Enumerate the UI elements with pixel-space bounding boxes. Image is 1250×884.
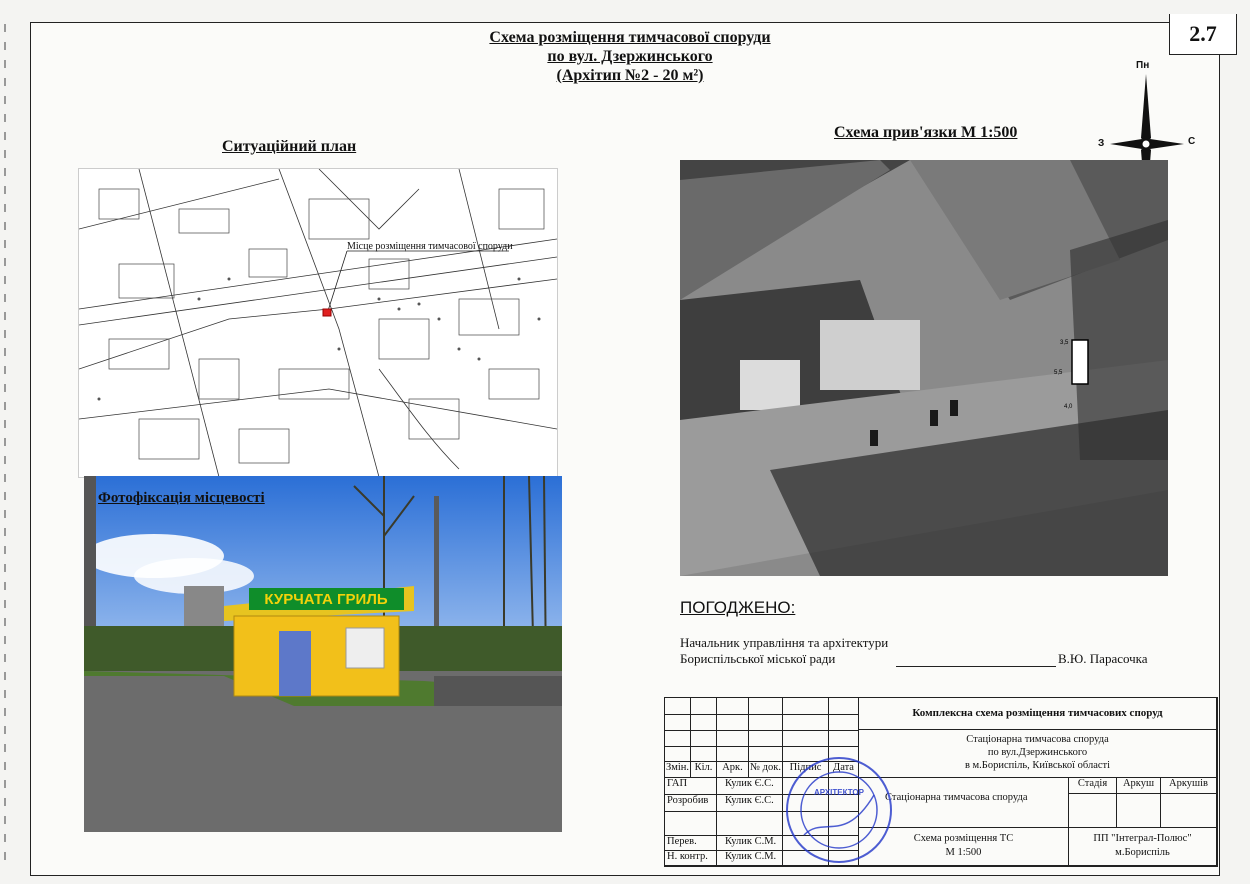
compass-east-label: С [1188,136,1196,147]
site-callout: Місце розміщення тимчасової споруди [347,241,513,252]
title-line-3: (Архітип №2 - 20 м²) [556,67,704,84]
signature-blank [896,654,1056,667]
binding-hole [4,618,6,626]
binding-hole [4,564,6,572]
binding-hole [4,690,6,698]
binding-hole [4,582,6,590]
binding-hole [4,276,6,284]
grid-line [665,730,859,731]
col-header: Арк. [717,762,749,778]
binding-hole [4,852,6,860]
stage-header: Стадія [1069,778,1117,794]
binding-hole [4,834,6,842]
binding-hole [4,456,6,464]
kiosk-sign: КУРЧАТА ГРИЛЬ [264,591,388,608]
binding-hole [4,330,6,338]
binding-hole [4,402,6,410]
approver-position [680,635,888,667]
organization [1069,828,1217,866]
binding-hole [4,672,6,680]
binding-hole [4,816,6,824]
approver-position-line2: Бориспільської міської ради [680,651,836,666]
sheets-header: Аркушів [1161,778,1217,794]
role-cell: ГАП [665,778,717,795]
object-line-1: Стаціонарна тимчасова споруда [966,734,1109,745]
binding-hole [4,78,6,86]
compass-north-label: Пн [1136,60,1150,71]
binding-hole [4,474,6,482]
col-header: № док. [749,762,783,778]
sheet-header: Аркуш [1117,778,1161,794]
col-header: Підпис [783,762,829,778]
binding-holes [0,0,14,884]
binding-hole [4,24,6,32]
dim-a: 3,5 [1060,340,1069,346]
name-cell: Кулик С.М. [717,851,783,866]
binding-hole [4,528,6,536]
binding-hole [4,258,6,266]
binding-hole [4,294,6,302]
aerial-photo [680,160,1168,576]
binding-hole [4,798,6,806]
signature-line [896,651,1148,667]
binding-hole [4,726,6,734]
compass-west-label: З [1098,138,1105,149]
name-cell: Кулик Є.С. [717,795,783,812]
col-header: Дата [829,762,859,778]
col-header: Кіл. [691,762,717,778]
photo-heading: Фотофіксація місцевості [98,490,265,506]
binding-hole [4,132,6,140]
binding-hole [4,150,6,158]
binding-hole [4,366,6,374]
dim-c: 4,0 [1064,404,1073,410]
name-cell [717,812,783,836]
situation-plan-map [78,168,558,478]
binding-hole [4,60,6,68]
binding-hole [4,636,6,644]
aerial-illustration [680,160,1168,576]
situation-plan-heading: Ситуаційний план [222,138,357,155]
role-cell: Н. контр. [665,851,717,866]
object-line-2: по вул.Дзержинського [987,747,1088,758]
name-cell: Кулик С.М. [717,836,783,851]
title-line-2: по вул. Дзержинського [547,48,713,65]
approver-position-line1: Начальник управління та архітектури [680,635,889,650]
stage-value [1069,794,1117,828]
binding-hole [4,348,6,356]
binding-hole [4,510,6,518]
binding-hole [4,546,6,554]
sheets-value [1161,794,1217,828]
title-block [664,697,1218,867]
role-cell: Розробив [665,795,717,812]
binding-hole [4,600,6,608]
col-header: Змін. [665,762,691,778]
approval-heading: ПОГОДЖЕНО: [680,598,796,617]
binding-hole [4,654,6,662]
drawing-line-1: Схема розміщення ТС [913,833,1014,844]
dim-b: 5,5 [1054,370,1063,376]
drawing-line-2: М 1:500 [945,847,982,858]
role-cell [665,812,717,836]
object-line-3: в м.Бориспіль, Київської області [964,760,1111,771]
site-photo [84,476,562,832]
sheet-number: 2.7 [1169,14,1237,55]
kiosk-footprint [1072,340,1088,384]
binding-hole [4,222,6,230]
binding-hole [4,114,6,122]
binding-plan-heading: Схема прив'язки М 1:500 [834,124,1018,141]
org-line-1: ПП "Інтеграл-Полюс" [1093,833,1192,844]
binding-hole [4,96,6,104]
stamp-text: АРХІТЕКТОР [814,788,864,797]
org-line-2: м.Бориспіль [1115,847,1170,858]
sheet-value [1117,794,1161,828]
binding-hole [4,420,6,428]
binding-hole [4,744,6,752]
binding-hole [4,240,6,248]
page-title [400,28,860,85]
binding-hole [4,312,6,320]
object-name [859,730,1217,778]
binding-hole [4,780,6,788]
topographic-map [79,169,557,477]
role-cell: Перев. [665,836,717,851]
binding-hole [4,168,6,176]
architect-stamp [784,755,894,865]
binding-hole [4,438,6,446]
title-line-1: Схема розміщення тимчасової споруди [489,29,771,46]
binding-hole [4,204,6,212]
building-name: Стаціонарна тимчасова споруда [859,778,1069,828]
grid-line [665,714,859,715]
binding-hole [4,384,6,392]
binding-hole [4,762,6,770]
approver-name: В.Ю. Парасочка [1058,651,1148,666]
binding-hole [4,708,6,716]
name-cell: Кулик Є.С. [717,778,783,795]
binding-hole [4,42,6,50]
site-marker [323,309,331,316]
photo-illustration [84,476,562,832]
binding-hole [4,492,6,500]
binding-hole [4,186,6,194]
project-name: Комплексна схема розміщення тимчасових споруд [859,698,1217,730]
grid-line [665,746,859,747]
